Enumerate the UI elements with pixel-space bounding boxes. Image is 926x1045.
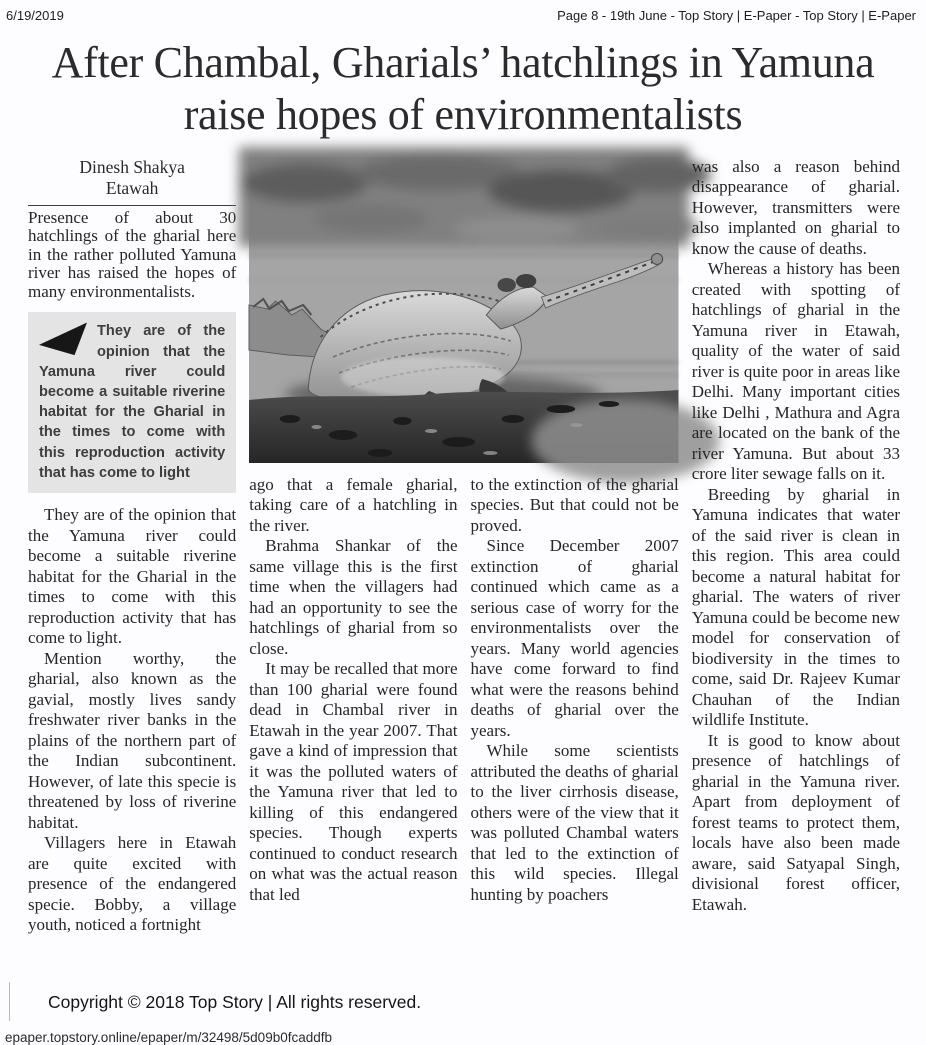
article-body [28,157,900,936]
byline-place: Etawah [105,178,159,199]
paragraph: to the extinction of the gharial species. But that could not be proved. [470,474,679,535]
paragraph: Brahma Shankar of the same village this is the first time when the villagers had had an opportunity to see the hatchlings of gharial from so close. [249,536,458,658]
paragraph: They are of the opinion that the Yamuna river could become a suitable riverine habitat for the Gharial in the times to come with this reproduction activity that has come to light. [28,505,237,648]
corner-triangle-icon [39,322,87,356]
print-page-title: Page 8 - 19th June - Top Story | E-Paper - Top Story | E-Paper [557,8,916,23]
print-footer [0,982,926,1045]
article-headline: After Chambal, Gharials’ hatchlings in Yamuna raise hopes of environmentalists [51,38,875,139]
paragraph: Villagers here in Etawah are quite excited with presence of the endangered specie. Bobby, a village youth, noticed a fortnight [28,833,237,935]
paragraph: It may be recalled that more than 100 gharial were found dead in Chambal river in Etawah in the year 2007. That gave a kind of impression that it was the polluted waters of the Yamuna river that led to killing of this endangered species. Though experts continued to conduct research on what was the actual reason that led [249,659,458,904]
paragraph: was also a reason behind disappearance of gharial. However, transmitters were also implanted on gharial to know the cause of deaths. [691,156,900,258]
gharial-photo-illustration [249,157,679,463]
byline-author: Dinesh Shakya [79,156,185,177]
column-1 [28,157,236,936]
column-2 [249,475,457,936]
paragraph: Breeding by gharial in Yamuna indicates that water of the said river is clean in this region. This area could become a natural habitat for gharial. The waters of river Yamuna could be become new model for conservation of biodiversity in the times to come, said Dr. Rajeev Kumar Chauhan of the Indian wildlife Institute. [691,484,900,730]
column-4 [692,157,900,936]
print-date: 6/19/2019 [6,8,64,23]
copyright-text: Copyright © 2018 Top Story | All rights reserved. [9,982,926,1021]
byline [28,157,236,206]
paragraph: Mention worthy, the gharial, also known as the gavial, mostly lives sandy freshwater river banks in the plains of the northern part of the Indian subcontinent. However, of late this specie is threatened by loss of riverine habitat. [28,648,237,832]
print-header [0,0,926,23]
page-url: epaper.topstory.online/epaper/m/32498/5d09b0fcaddfb [5,1029,332,1045]
pull-quote [28,312,236,493]
lead-paragraph: Presence of about 30 hatchlings of the gharial here in the rather polluted Yamuna river has raised the hopes of many environmentalists. [28,207,237,301]
column-3 [471,475,679,936]
paragraph: Whereas a history has been created with spotting of hatchlings of gharial in the Yamuna river in Etawah, quality of the water of said river is quite poor in areas like Delhi. Many important cities like Delhi , Mathura and Agra are located on the bank of the river Yamuna. But about 33 crore liter sewage falls on it. [691,259,900,484]
pull-quote-text: They are of the opinion that the Yamuna river could become a suitable riverine habitat for the Gharial in the times to come with this reproduction activity that has come to light [39,323,226,481]
paragraph: While some scientists attributed the deaths of gharial to the liver cirrhosis disease, others were of the view that it was polluted Chambal waters that led to the extinction of this wild species. Illegal hunting by poachers [470,741,679,904]
paragraph: Since December 2007 extinction of gharial continued which came as a serious case of worry for the environmentalists over the years. Many world agencies have come forward to find what were the reasons behind deaths of gharial over the years. [470,536,679,740]
paragraph: It is good to know about presence of hatchlings of gharial in the Yamuna river. Apart from deployment of forest teams to protect them, locals have also been made aware, said Satyapal Singh, divisional forest officer, Etawah. [691,730,900,914]
paragraph: ago that a female gharial, taking care of a hatchling in the river. [249,474,458,535]
gharial-photo [249,157,679,463]
